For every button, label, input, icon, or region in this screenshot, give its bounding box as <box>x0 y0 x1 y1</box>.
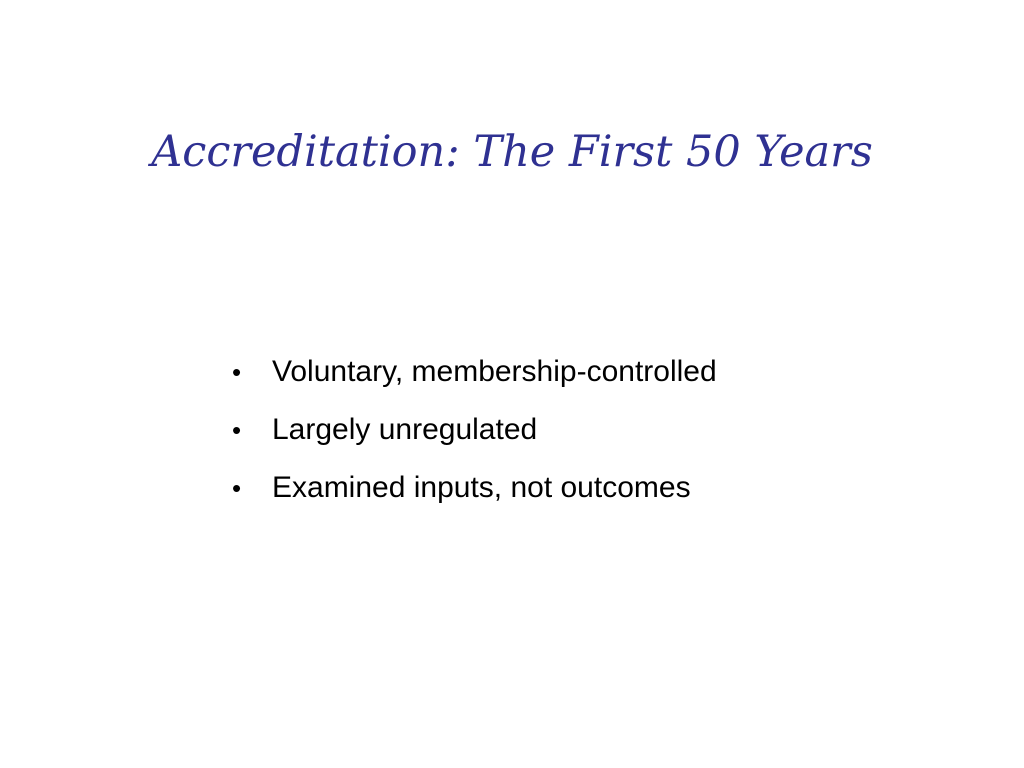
bullet-text: Largely unregulated <box>272 413 538 446</box>
bullet-icon: • <box>232 473 242 503</box>
bullet-text: Voluntary, membership-controlled <box>272 355 717 388</box>
list-item <box>232 346 717 404</box>
bullet-list <box>232 346 717 520</box>
slide-title: Accreditation: The First 50 Years <box>151 127 873 177</box>
bullet-text: Examined inputs, not outcomes <box>272 471 691 504</box>
list-item <box>232 462 717 520</box>
bullet-icon: • <box>232 357 242 387</box>
bullet-icon: • <box>232 415 242 445</box>
list-item <box>232 404 717 462</box>
